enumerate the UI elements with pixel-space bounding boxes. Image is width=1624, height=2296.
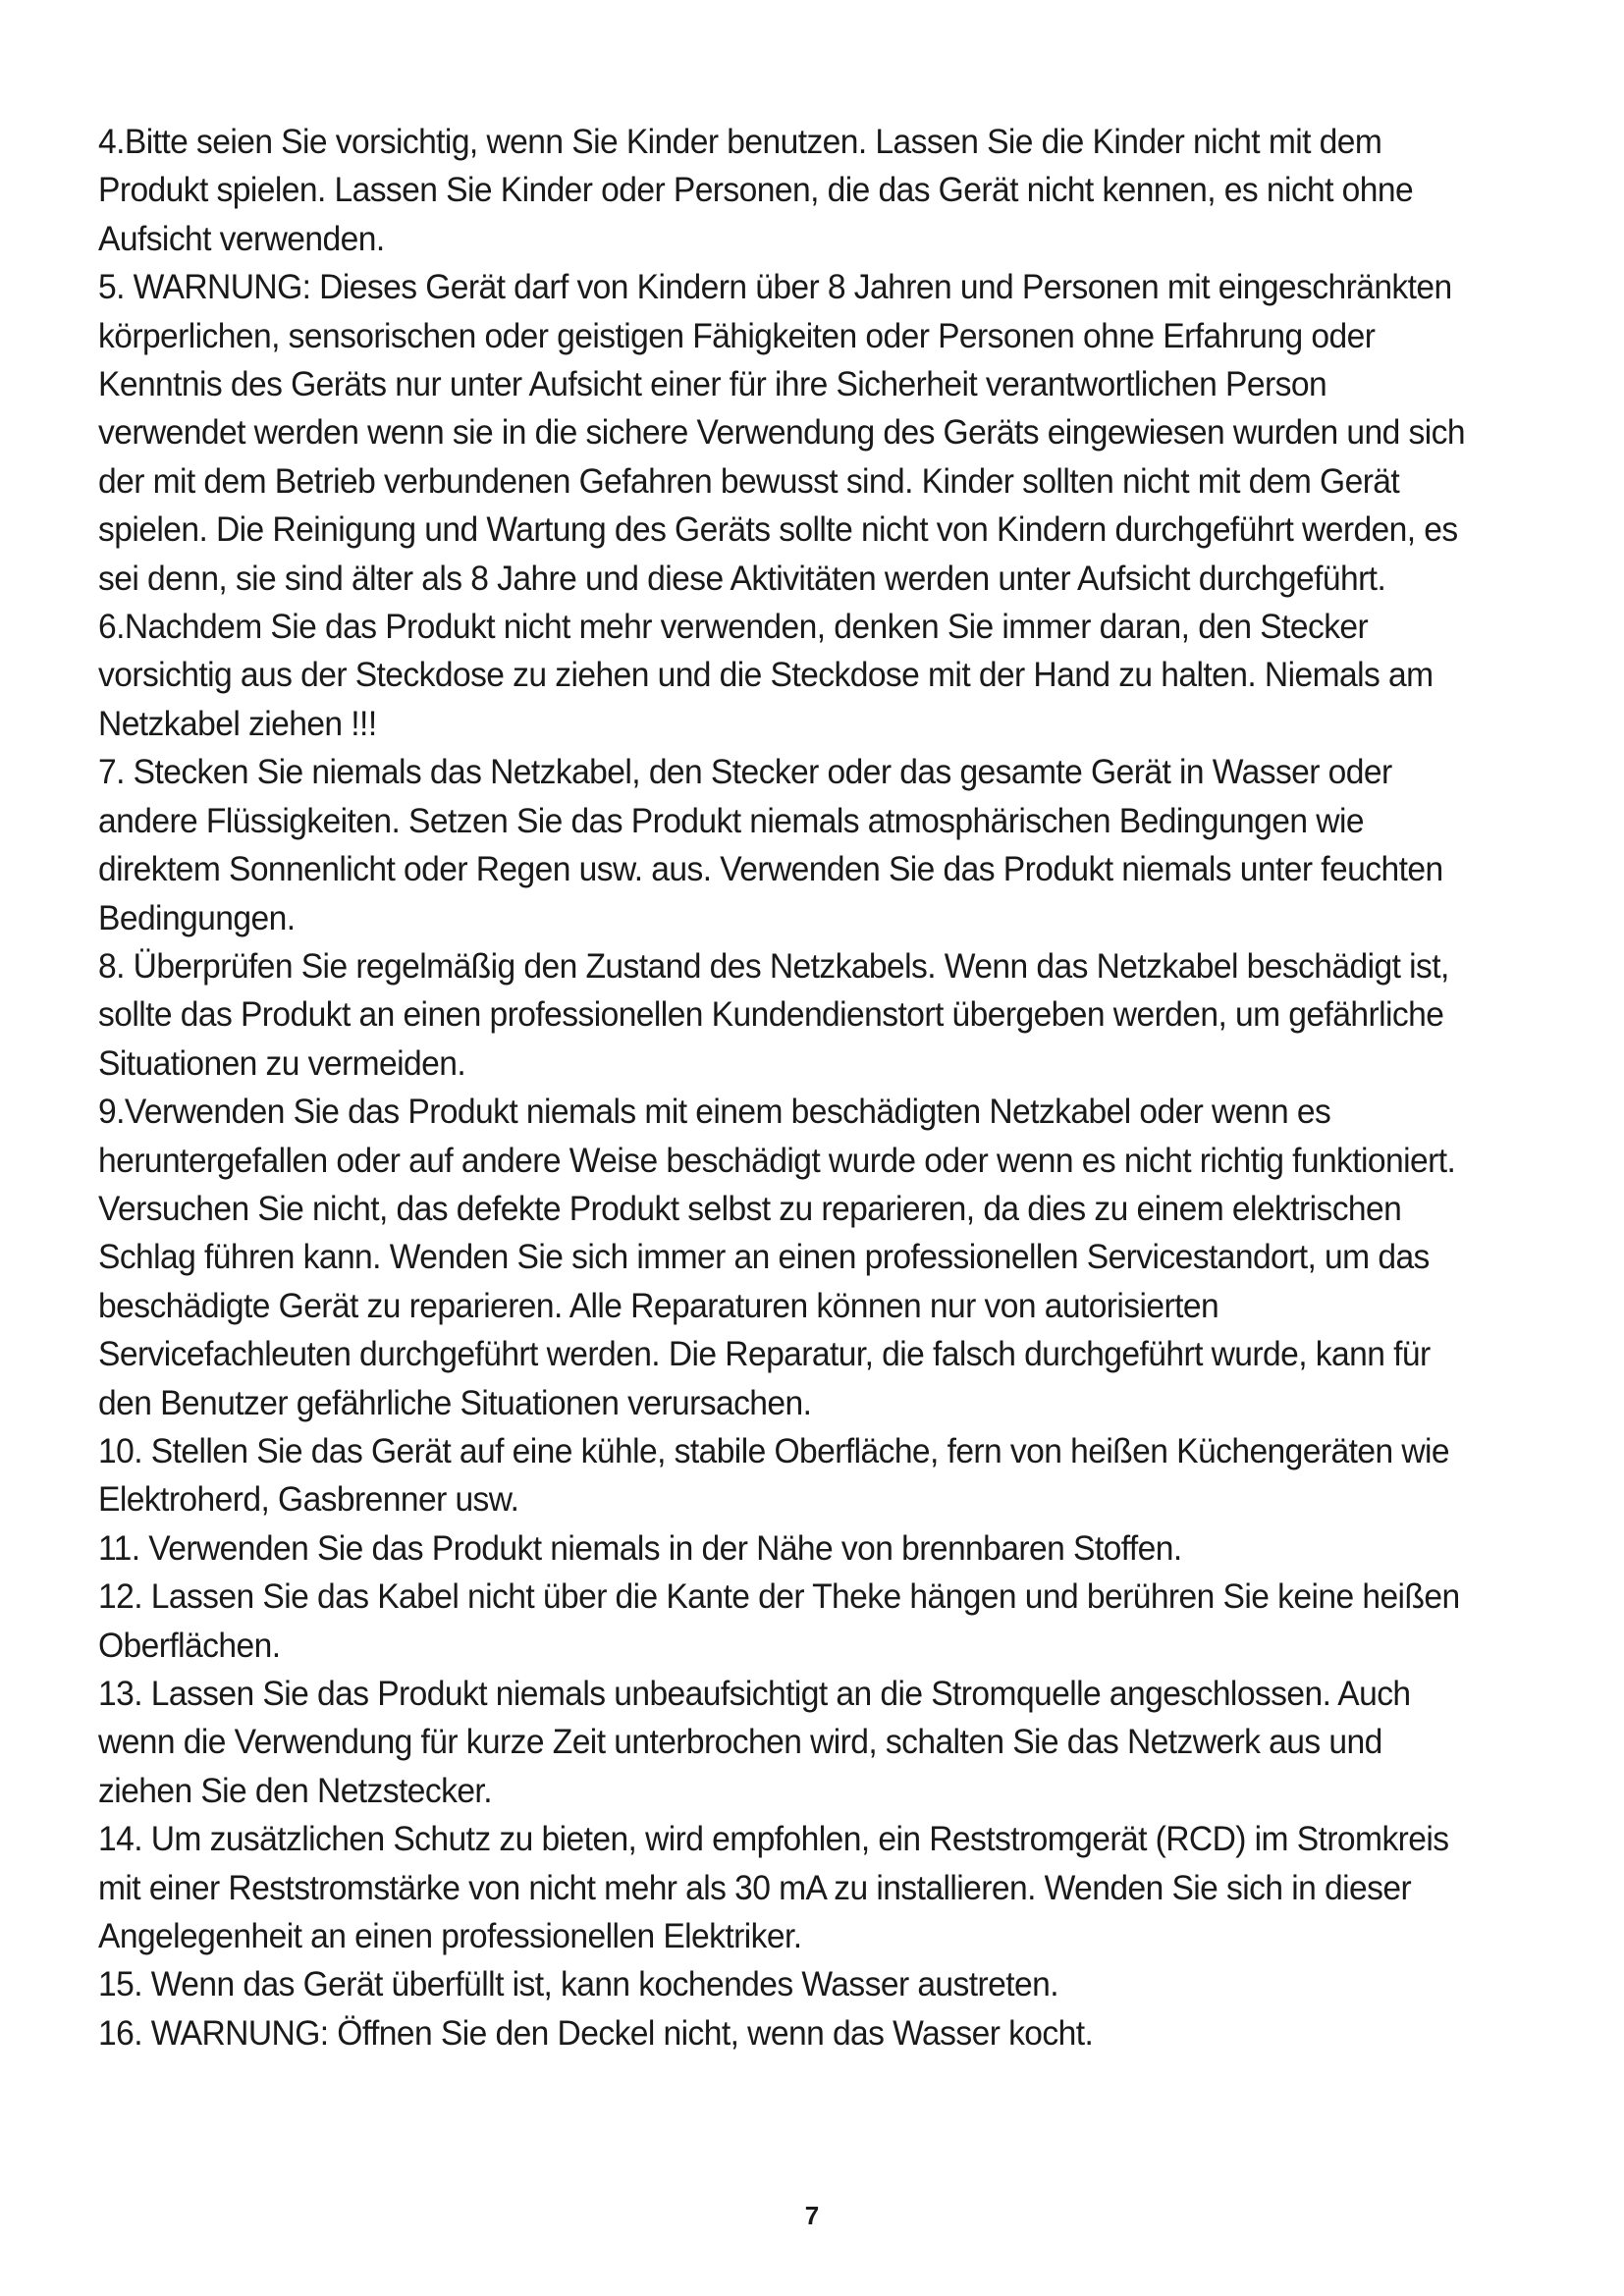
- instruction-item-7: 7. Stecken Sie niemals das Netzkabel, den Stecker oder das gesamte Gerät in Wasser oder andere Flüssigkeiten. Setzen Sie das Produkt niemals atmosphärischen Bedingungen wie direktem Sonnenlicht oder Regen usw. aus. Verwenden Sie das Produkt niemals unter feuchten Bedingungen.: [98, 753, 1443, 937]
- instruction-item-12: 12. Lassen Sie das Kabel nicht über die Kante der Theke hängen und berühren Sie keine heißen Oberflächen.: [98, 1577, 1460, 1665]
- instruction-item-14: 14. Um zusätzlichen Schutz zu bieten, wird empfohlen, ein Reststromgerät (RCD) im Stromkreis mit einer Reststromstärke von nicht mehr als 30 mA zu installieren. Wenden Sie sich in dieser Angelegenheit an einen professionellen Elektriker.: [98, 1820, 1449, 1956]
- page-number: 7: [804, 2201, 820, 2230]
- instructions-list: [98, 118, 1470, 2057]
- instruction-item-4: 4.Bitte seien Sie vorsichtig, wenn Sie Kinder benutzen. Lassen Sie die Kinder nicht mit dem Produkt spielen. Lassen Sie Kinder oder Personen, die das Gerät nicht kennen, es nicht ohne Aufsicht verwenden.: [98, 123, 1414, 258]
- instruction-item-8: 8. Überprüfen Sie regelmäßig den Zustand des Netzkabels. Wenn das Netzkabel beschädigt ist, sollte das Produkt an einen professionellen Kundendienstort übergeben werden, um gefährliche Situationen zu vermeiden.: [98, 946, 1449, 1083]
- instruction-item-16: 16. WARNUNG: Öffnen Sie den Deckel nicht, wenn das Wasser kocht.: [98, 2013, 1094, 2053]
- instruction-item-11: 11. Verwenden Sie das Produkt niemals in der Nähe von brennbaren Stoffen.: [98, 1528, 1182, 1568]
- instruction-item-13: 13. Lassen Sie das Produkt niemals unbeaufsichtigt an die Stromquelle angeschlossen. Auch wenn die Verwendung für kurze Zeit unterbrochen wird, schalten Sie das Netzwerk aus und ziehen Sie den Netzstecker.: [98, 1675, 1411, 1810]
- instruction-item-10: 10. Stellen Sie das Gerät auf eine kühle, stabile Oberfläche, fern von heißen Küchengeräten wie Elektroherd, Gasbrenner usw.: [98, 1431, 1450, 1520]
- instruction-item-9: 9.Verwenden Sie das Produkt niemals mit einem beschädigten Netzkabel oder wenn es heruntergefallen oder auf andere Weise beschädigt wurde oder wenn es nicht richtig funktioniert. Versuchen Sie nicht, das defekte Produkt selbst zu reparieren, da dies zu einem elektrischen Schlag führen kann. Wenden Sie sich immer an einen professionellen Servicestandort, um das beschädigte Gerät zu reparieren. Alle Reparaturen können nur von autorisierten Servicefachleuten durchgeführt werden. Die Reparatur, die falsch durchgeführt wurde, kann für den Benutzer gefährliche Situationen verursachen.: [98, 1093, 1456, 1422]
- instruction-item-5: 5. WARNUNG: Dieses Gerät darf von Kindern über 8 Jahren und Personen mit eingeschränkten körperlichen, sensorischen oder geistigen Fähigkeiten oder Personen ohne Erfahrung oder Kenntnis des Geräts nur unter Aufsicht einer für ihre Sicherheit verantwortlichen Person verwendet werden wenn sie in die sichere Verwendung des Geräts eingewiesen wurden und sich der mit dem Betrieb verbundenen Gefahren bewusst sind. Kinder sollten nicht mit dem Gerät spielen. Die Reinigung und Wartung des Geräts sollte nicht von Kindern durchgeführt werden, es sei denn, sie sind älter als 8 Jahre und diese Aktivitäten werden unter Aufsicht durchgeführt.: [98, 268, 1465, 598]
- instruction-item-6: 6.Nachdem Sie das Produkt nicht mehr verwenden, denken Sie immer daran, den Stecker vorsichtig aus der Steckdose zu ziehen und die Steckdose mit der Hand zu halten. Niemals am Netzkabel ziehen !!!: [98, 608, 1434, 743]
- instruction-item-15: 15. Wenn das Gerät überfüllt ist, kann kochendes Wasser austreten.: [98, 1965, 1058, 2004]
